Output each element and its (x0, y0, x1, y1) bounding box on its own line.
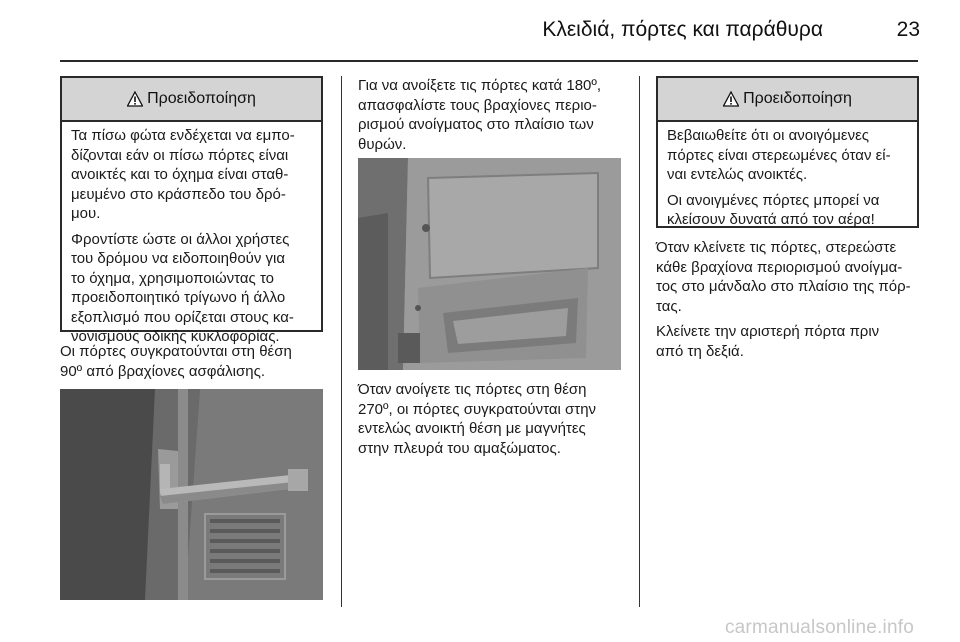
warning-box-left (60, 76, 323, 345)
warning-triangle-icon (723, 91, 739, 107)
warning-box-right (656, 76, 919, 228)
body-paragraph: Κλείνετε την αριστερή πόρτα πριν από τη δεξιά. (656, 323, 880, 360)
warning-paragraph: Φροντίστε ώστε οι άλλοι χρήστες του δρόμου να ειδοποιηθούν για το όχημα, χρησιμοποιώντας το προειδοποιητικό τρίγωνο ή άλλο εξοπλισμό που ορίζεται στους κα- νονισμούς οδικής κυκλοφορίας. (71, 230, 294, 345)
page-section-title: Κλειδιά, πόρτες και παράθυρα (542, 18, 823, 41)
warning-heading: Προειδοποίηση (743, 90, 852, 107)
body-text-col1: Οι πόρτες συγκρατούνται στη θέση 90º από βραχίονες ασφάλισης. (60, 343, 292, 380)
warning-paragraph: Οι ανοιγμένες πόρτες μπορεί να κλείσουν δυνατά από τον αέρα! (667, 191, 880, 228)
warning-triangle-icon (127, 91, 143, 107)
body-paragraph: Όταν κλείνετε τις πόρτες, στερεώστε κάθε βραχίονα περιορισμού ανοίγμα- τος στο μάνδαλο στο πλαίσιο της πόρ- τας. (656, 239, 911, 315)
warning-paragraph: Τα πίσω φώτα ενδέχεται να εμπο- δίζονται εάν οι πίσω πόρτες είναι ανοικτές και το όχημα είναι σταθ- μευμένο στο κράσπεδο του δρό- μου. (71, 127, 295, 222)
page-number: 23 (896, 18, 920, 41)
warning-paragraph: Βεβαιωθείτε ότι οι ανοιγόμενες πόρτες είναι στερεωμένες όταν εί- ναι εντελώς ανοικτές. (667, 127, 891, 183)
column-divider-2 (639, 76, 640, 607)
warning-header (62, 78, 321, 122)
header-rule (60, 60, 918, 62)
column-divider-1 (341, 76, 342, 607)
door-restraint-strap-photo (60, 389, 323, 600)
warning-body (658, 122, 917, 236)
body-text-col2-bottom: Όταν ανοίγετε τις πόρτες στη θέση 270º, οι πόρτες συγκρατούνται στην εντελώς ανοικτή θέση με μαγνήτες στην πλευρά του αμαξώματος. (358, 381, 597, 457)
warning-header (658, 78, 917, 122)
warning-body (62, 122, 321, 353)
body-text-col2-top: Για να ανοίξετε τις πόρτες κατά 180º, απασφαλίστε τους βραχίονες περιο- ρισμού ανοίγματος στο πλαίσιο των θυρών. (358, 77, 602, 153)
warning-heading: Προειδοποίηση (147, 90, 256, 107)
body-text-col3 (656, 238, 936, 367)
watermark: carmanualsonline.info (724, 617, 914, 638)
door-panel-photo (358, 158, 621, 370)
